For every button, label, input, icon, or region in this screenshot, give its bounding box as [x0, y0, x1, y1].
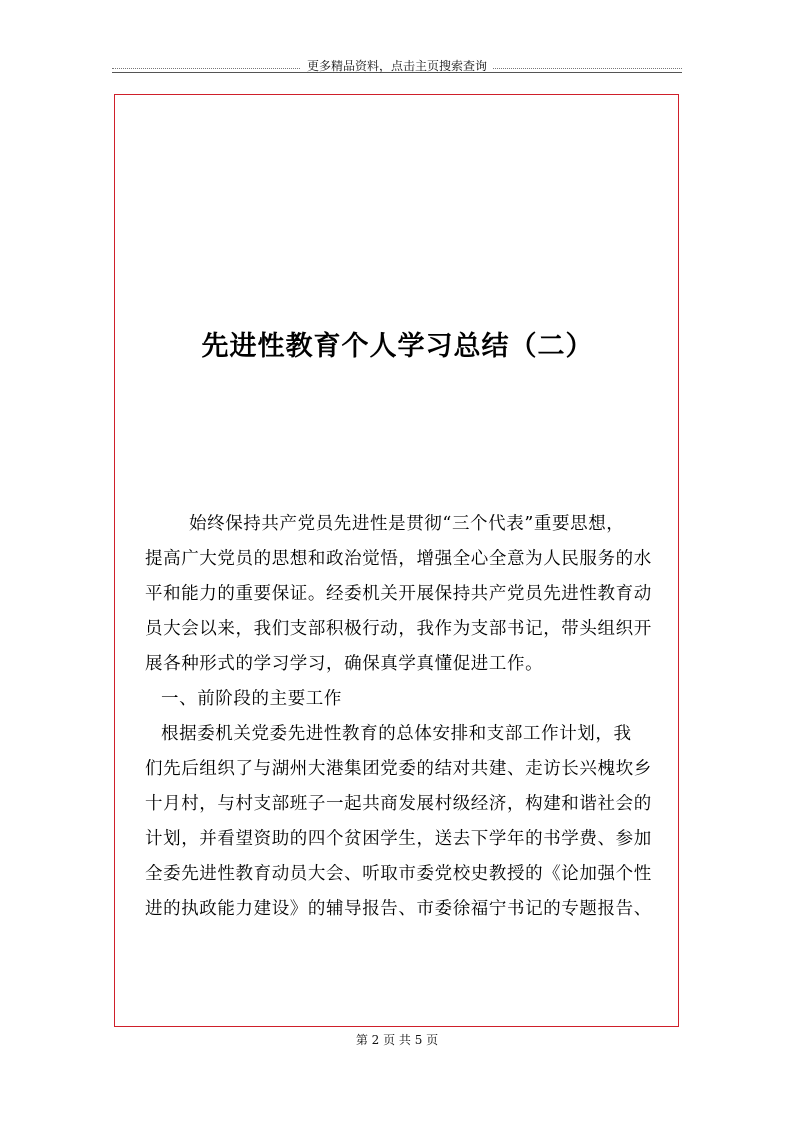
paragraph-line: 平和能力的重要保证。经委机关开展保持共产党员先进性教育动 [145, 584, 652, 604]
paragraph-line: 根据委机关党委先进性教育的总体安排和支部工作计划，我 [161, 724, 632, 744]
page-header: 更多精品资料，点击主页搜索查询 [306, 59, 487, 73]
document-title: 先进性教育个人学习总结（二） [201, 331, 594, 362]
paragraph-line: 员大会以来，我们支部积极行动，我作为支部书记，带头组织开 [145, 619, 652, 639]
paragraph-line: 进的执政能力建设》的辅导报告、市委徐福宁书记的专题报告、 [145, 899, 652, 919]
paragraph-line: 始终保持共产党员先进性是贯彻“三个代表”重要思想， [189, 514, 625, 534]
section-heading: 一、前阶段的主要工作 [161, 689, 342, 709]
paragraph-line: 们先后组织了与湖州大港集团党委的结对共建、走访长兴槐坎乡 [145, 759, 652, 779]
paragraph-line: 计划，并看望资助的四个贫困学生，送去下学年的书学费、参加 [145, 829, 652, 849]
paragraph-line: 全委先进性教育动员大会、听取市委党校史教授的《论加强个性 [145, 864, 652, 884]
page-number: 第 2 页 共 5 页 [355, 1033, 439, 1047]
document-body [115, 507, 679, 927]
paragraph-line: 提高广大党员的思想和政治觉悟，增强全心全意为人民服务的水 [145, 549, 652, 569]
content-frame [114, 94, 679, 1027]
paragraph-line: 展各种形式的学习学习，确保真学真懂促进工作。 [145, 654, 544, 674]
paragraph-line: 十月村，与村支部班子一起共商发展村级经济，构建和谐社会的 [145, 794, 652, 814]
